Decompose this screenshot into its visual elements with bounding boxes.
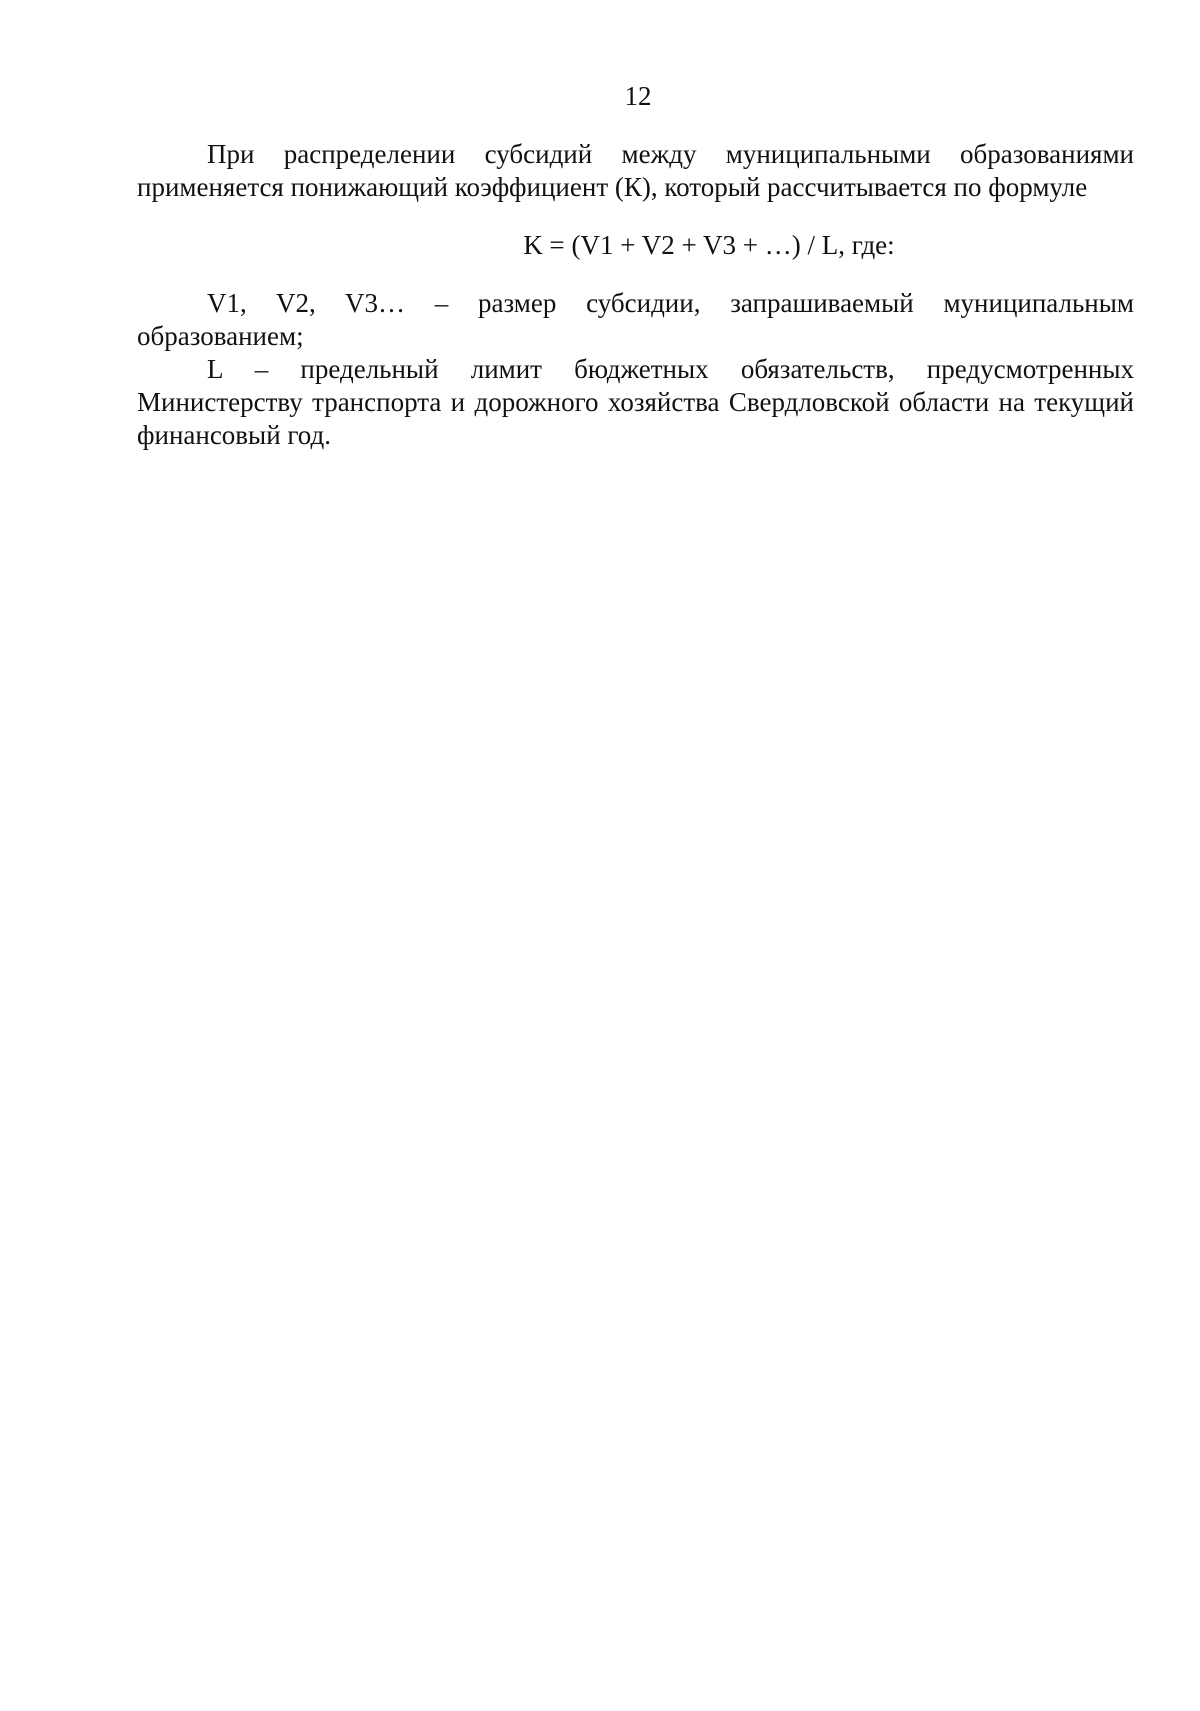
coefficient-formula: K = (V1 + V2 + V3 + …) / L, где: <box>523 230 895 260</box>
definition-l: L – предельный лимит бюджетных обязательств, предусмотренных Министерству транспорта и дорожного хозяйства Свердловской области на текущий финансовый год. <box>137 354 1134 450</box>
document-body <box>137 138 1134 452</box>
intro-paragraph: При распределении субсидий между муниципальными образованиями применяется понижающий коэффициент (К), который рассчитывается по формуле <box>137 139 1134 202</box>
definition-v: V1, V2, V3… – размер субсидии, запрашиваемый муниципальным образованием; <box>137 288 1134 351</box>
page-number: 12 <box>624 81 652 111</box>
